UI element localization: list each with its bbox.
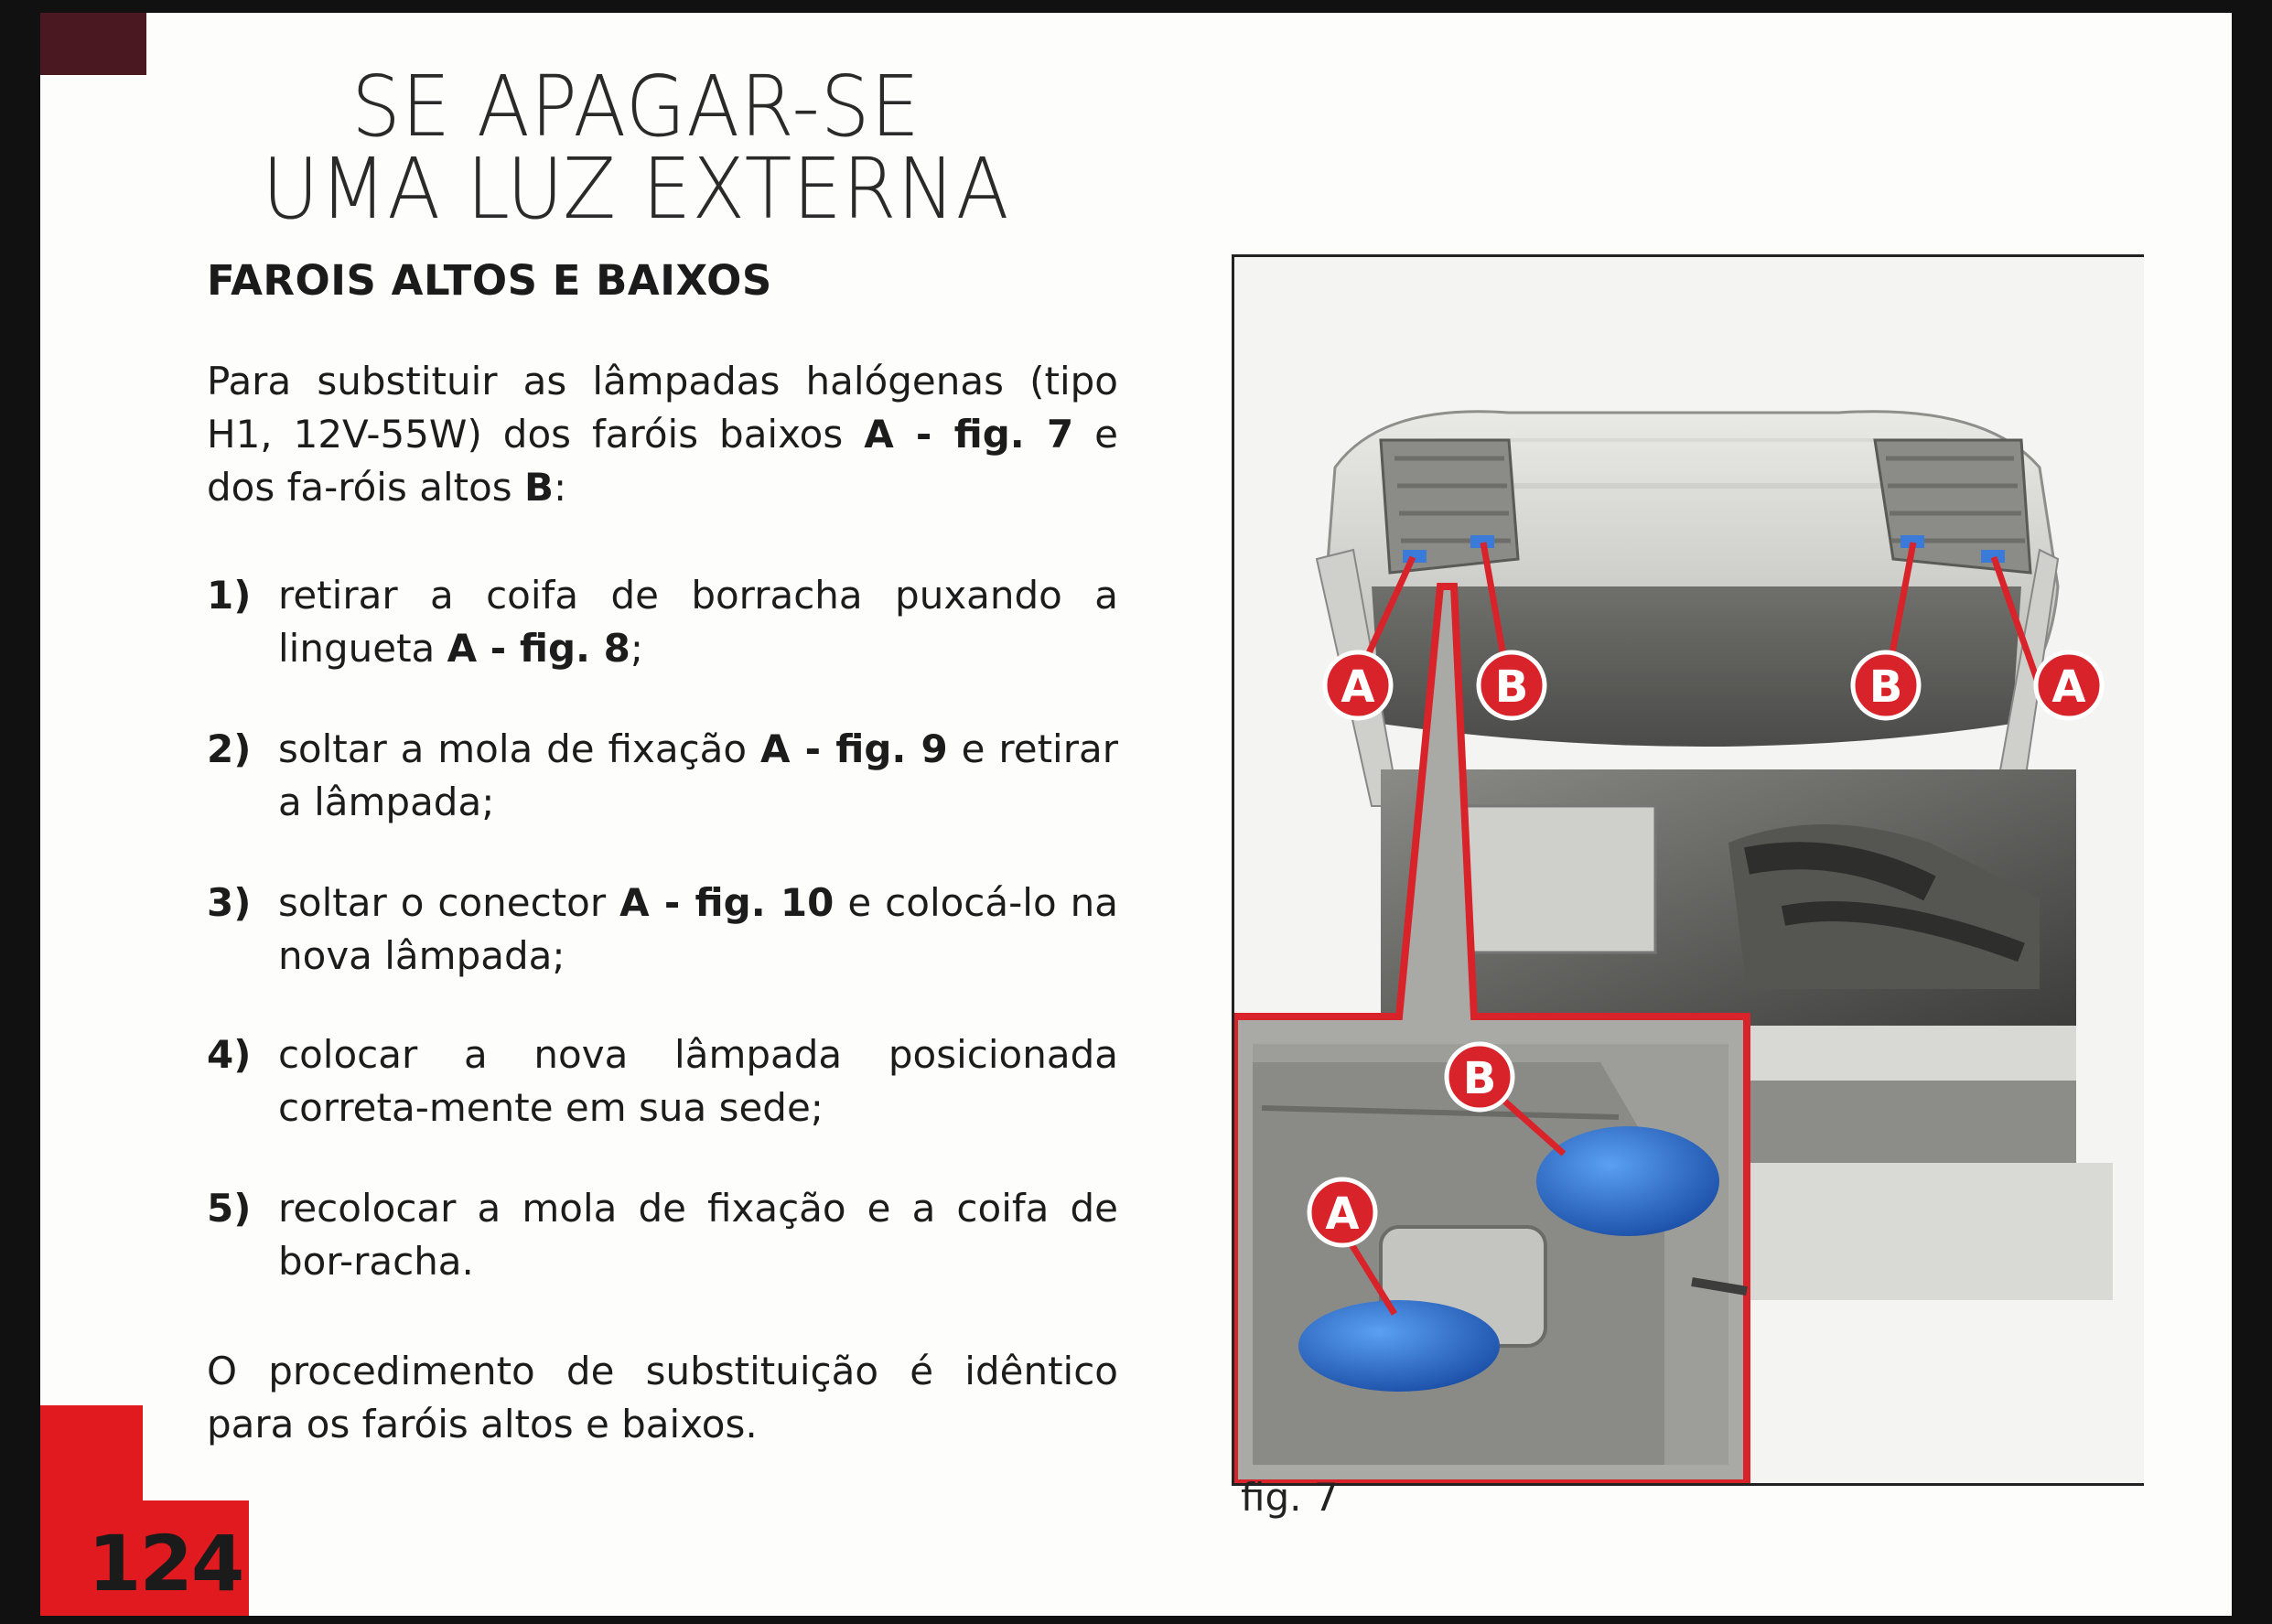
closing-paragraph: O procedimento de substituição é idêntico para os faróis altos e baixos.: [207, 1349, 1118, 1447]
step-text: recolocar a mola de fixação e a coifa de bor-racha.: [278, 1186, 1118, 1284]
step-ref: A - fig. 8: [447, 626, 630, 671]
engine-bay-illustration: [1234, 257, 2144, 1483]
figure-7: [1232, 254, 2144, 1486]
step-2: [207, 723, 1118, 829]
intro-ref-a: A - fig. 7: [864, 412, 1074, 457]
page-title: [119, 58, 1153, 238]
step-text-part: retirar a coifa de borracha puxando a lingueta: [278, 573, 1118, 671]
marker-b-inset: [1447, 1044, 1513, 1110]
step-ref: A - fig. 9: [759, 726, 948, 771]
page-number: 124: [88, 1519, 243, 1608]
title-line-2: UMA LUZ EXTERNA: [262, 140, 1010, 238]
step-text-part: ;: [630, 626, 643, 671]
step-number: 5): [207, 1186, 252, 1231]
step-1: [207, 569, 1118, 675]
marker-b-left: [1479, 652, 1545, 718]
marker-b-right: [1853, 652, 1919, 718]
step-number: 4): [207, 1032, 252, 1077]
step-3: [207, 877, 1118, 983]
step-number: 2): [207, 726, 252, 771]
step-text-part: soltar a mola de fixação: [278, 726, 760, 771]
headlamp-housing-right: [1875, 440, 2030, 573]
step-text: [278, 877, 1118, 983]
section-heading: FAROIS ALTOS E BAIXOS: [207, 256, 772, 305]
step-text-part: e colocá-lo na nova lâmpada;: [278, 880, 1118, 978]
step-text: [278, 569, 1118, 675]
step-5: [207, 1182, 1118, 1288]
headlamp-housing-left: [1381, 440, 1518, 573]
intro-text-2: e dos fa-róis altos: [207, 412, 1118, 510]
step-text-part: e retirar a lâmpada;: [278, 726, 1118, 824]
marker-a-right: [2036, 652, 2102, 718]
marker-label: A: [1341, 661, 1375, 713]
intro-text-1: Para substituir as lâmpadas halógenas (tipo H1, 12V-55W) dos faróis baixos: [207, 359, 1118, 457]
intro-paragraph: [207, 355, 1118, 514]
marker-label: A: [2051, 661, 2086, 713]
marker-label: B: [1494, 661, 1529, 713]
step-4: [207, 1028, 1118, 1135]
figure-caption: fig. 7: [1241, 1475, 1339, 1520]
step-number: 3): [207, 880, 252, 925]
marker-label: B: [1462, 1053, 1497, 1104]
marker-a-left: [1325, 652, 1391, 718]
step-text-part: soltar o conector: [278, 880, 620, 925]
marker-label: A: [1325, 1188, 1360, 1240]
marker-a-inset: [1309, 1179, 1375, 1245]
marker-label: B: [1868, 661, 1903, 713]
step-text: [278, 723, 1118, 829]
intro-ref-b: B: [524, 465, 555, 510]
step-ref: A - fig. 10: [619, 880, 835, 925]
intro-text-3: :: [554, 465, 567, 510]
step-text: colocar a nova lâmpada posicionada correta-mente em sua sede;: [278, 1032, 1118, 1130]
step-number: 1): [207, 573, 252, 618]
title-line-1: SE APAGAR-SE: [351, 58, 921, 156]
